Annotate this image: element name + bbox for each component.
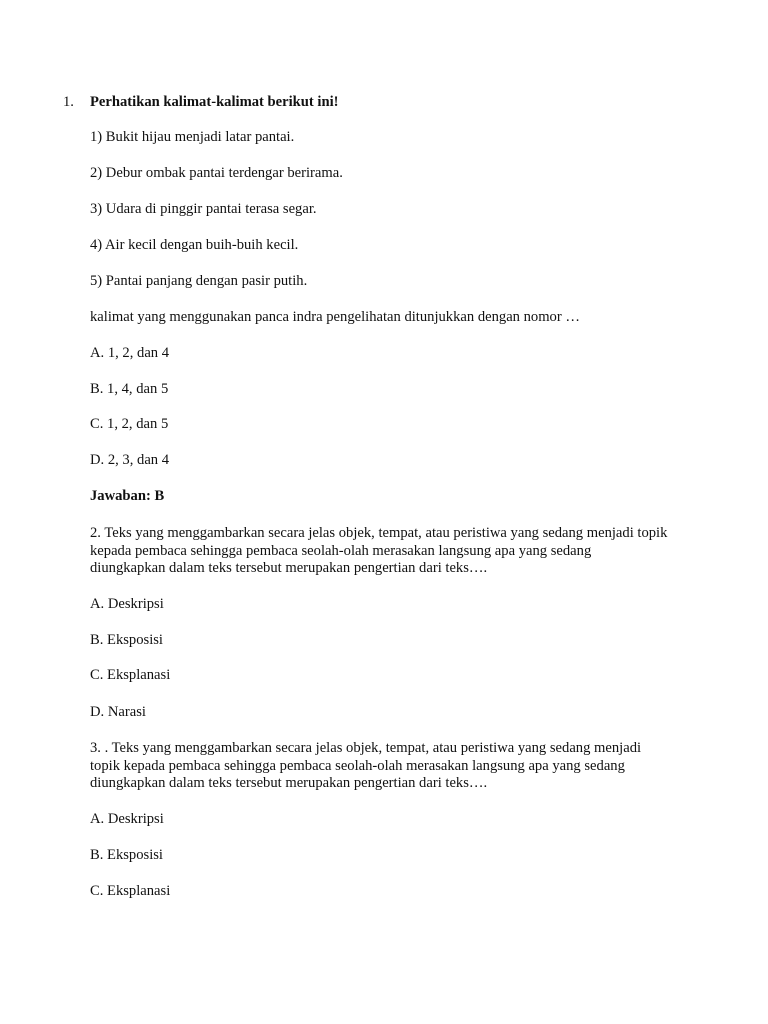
q1-option-c: C. 1, 2, dan 5 [90,416,169,432]
q2-option-c: C. Eksplanasi [90,667,171,683]
q1-statement-2: 2) Debur ombak pantai terdengar berirama. [90,165,343,181]
q2-option-d: D. Narasi [90,704,146,720]
q1-option-a: A. 1, 2, dan 4 [90,345,170,361]
q1-number: 1. [63,94,74,110]
q1-prompt: kalimat yang menggunakan panca indra pengelihatan ditunjukkan dengan nomor … [90,309,580,325]
q1-statement-5: 5) Pantai panjang dengan pasir putih. [90,273,308,289]
q3-option-c: C. Eksplanasi [90,883,171,899]
q3-text: 3. . Teks yang menggambarkan secara jelas objek, tempat, atau peristiwa yang sedang menjadi topik kepada pembaca sehingga pembaca seolah-olah merasakan langsung apa yang sedang diungkapkan dalam teks tersebut merupakan pengertian dari teks…. [90,740,642,792]
q1-answer: Jawaban: B [90,488,165,504]
q1-option-d: D. 2, 3, dan 4 [90,452,170,468]
q2-option-b: B. Eksposisi [90,632,163,648]
q1-statement-1: 1) Bukit hijau menjadi latar pantai. [90,129,295,145]
q1-statement-4: 4) Air kecil dengan buih-buih kecil. [90,237,299,253]
q1-option-b: B. 1, 4, dan 5 [90,381,169,397]
q2-text: 2. Teks yang menggambarkan secara jelas objek, tempat, atau peristiwa yang sedang menjadi topik kepada pembaca sehingga pembaca seolah-olah merasakan langsung apa yang sedang diungkapkan dalam teks tersebut merupakan pengertian dari teks…. [90,525,668,577]
q1-heading: Perhatikan kalimat-kalimat berikut ini! [90,94,339,110]
q1-statement-3: 3) Udara di pinggir pantai terasa segar. [90,201,317,217]
q3-option-b: B. Eksposisi [90,847,163,863]
q3-option-a: A. Deskripsi [90,811,164,827]
q2-option-a: A. Deskripsi [90,596,164,612]
